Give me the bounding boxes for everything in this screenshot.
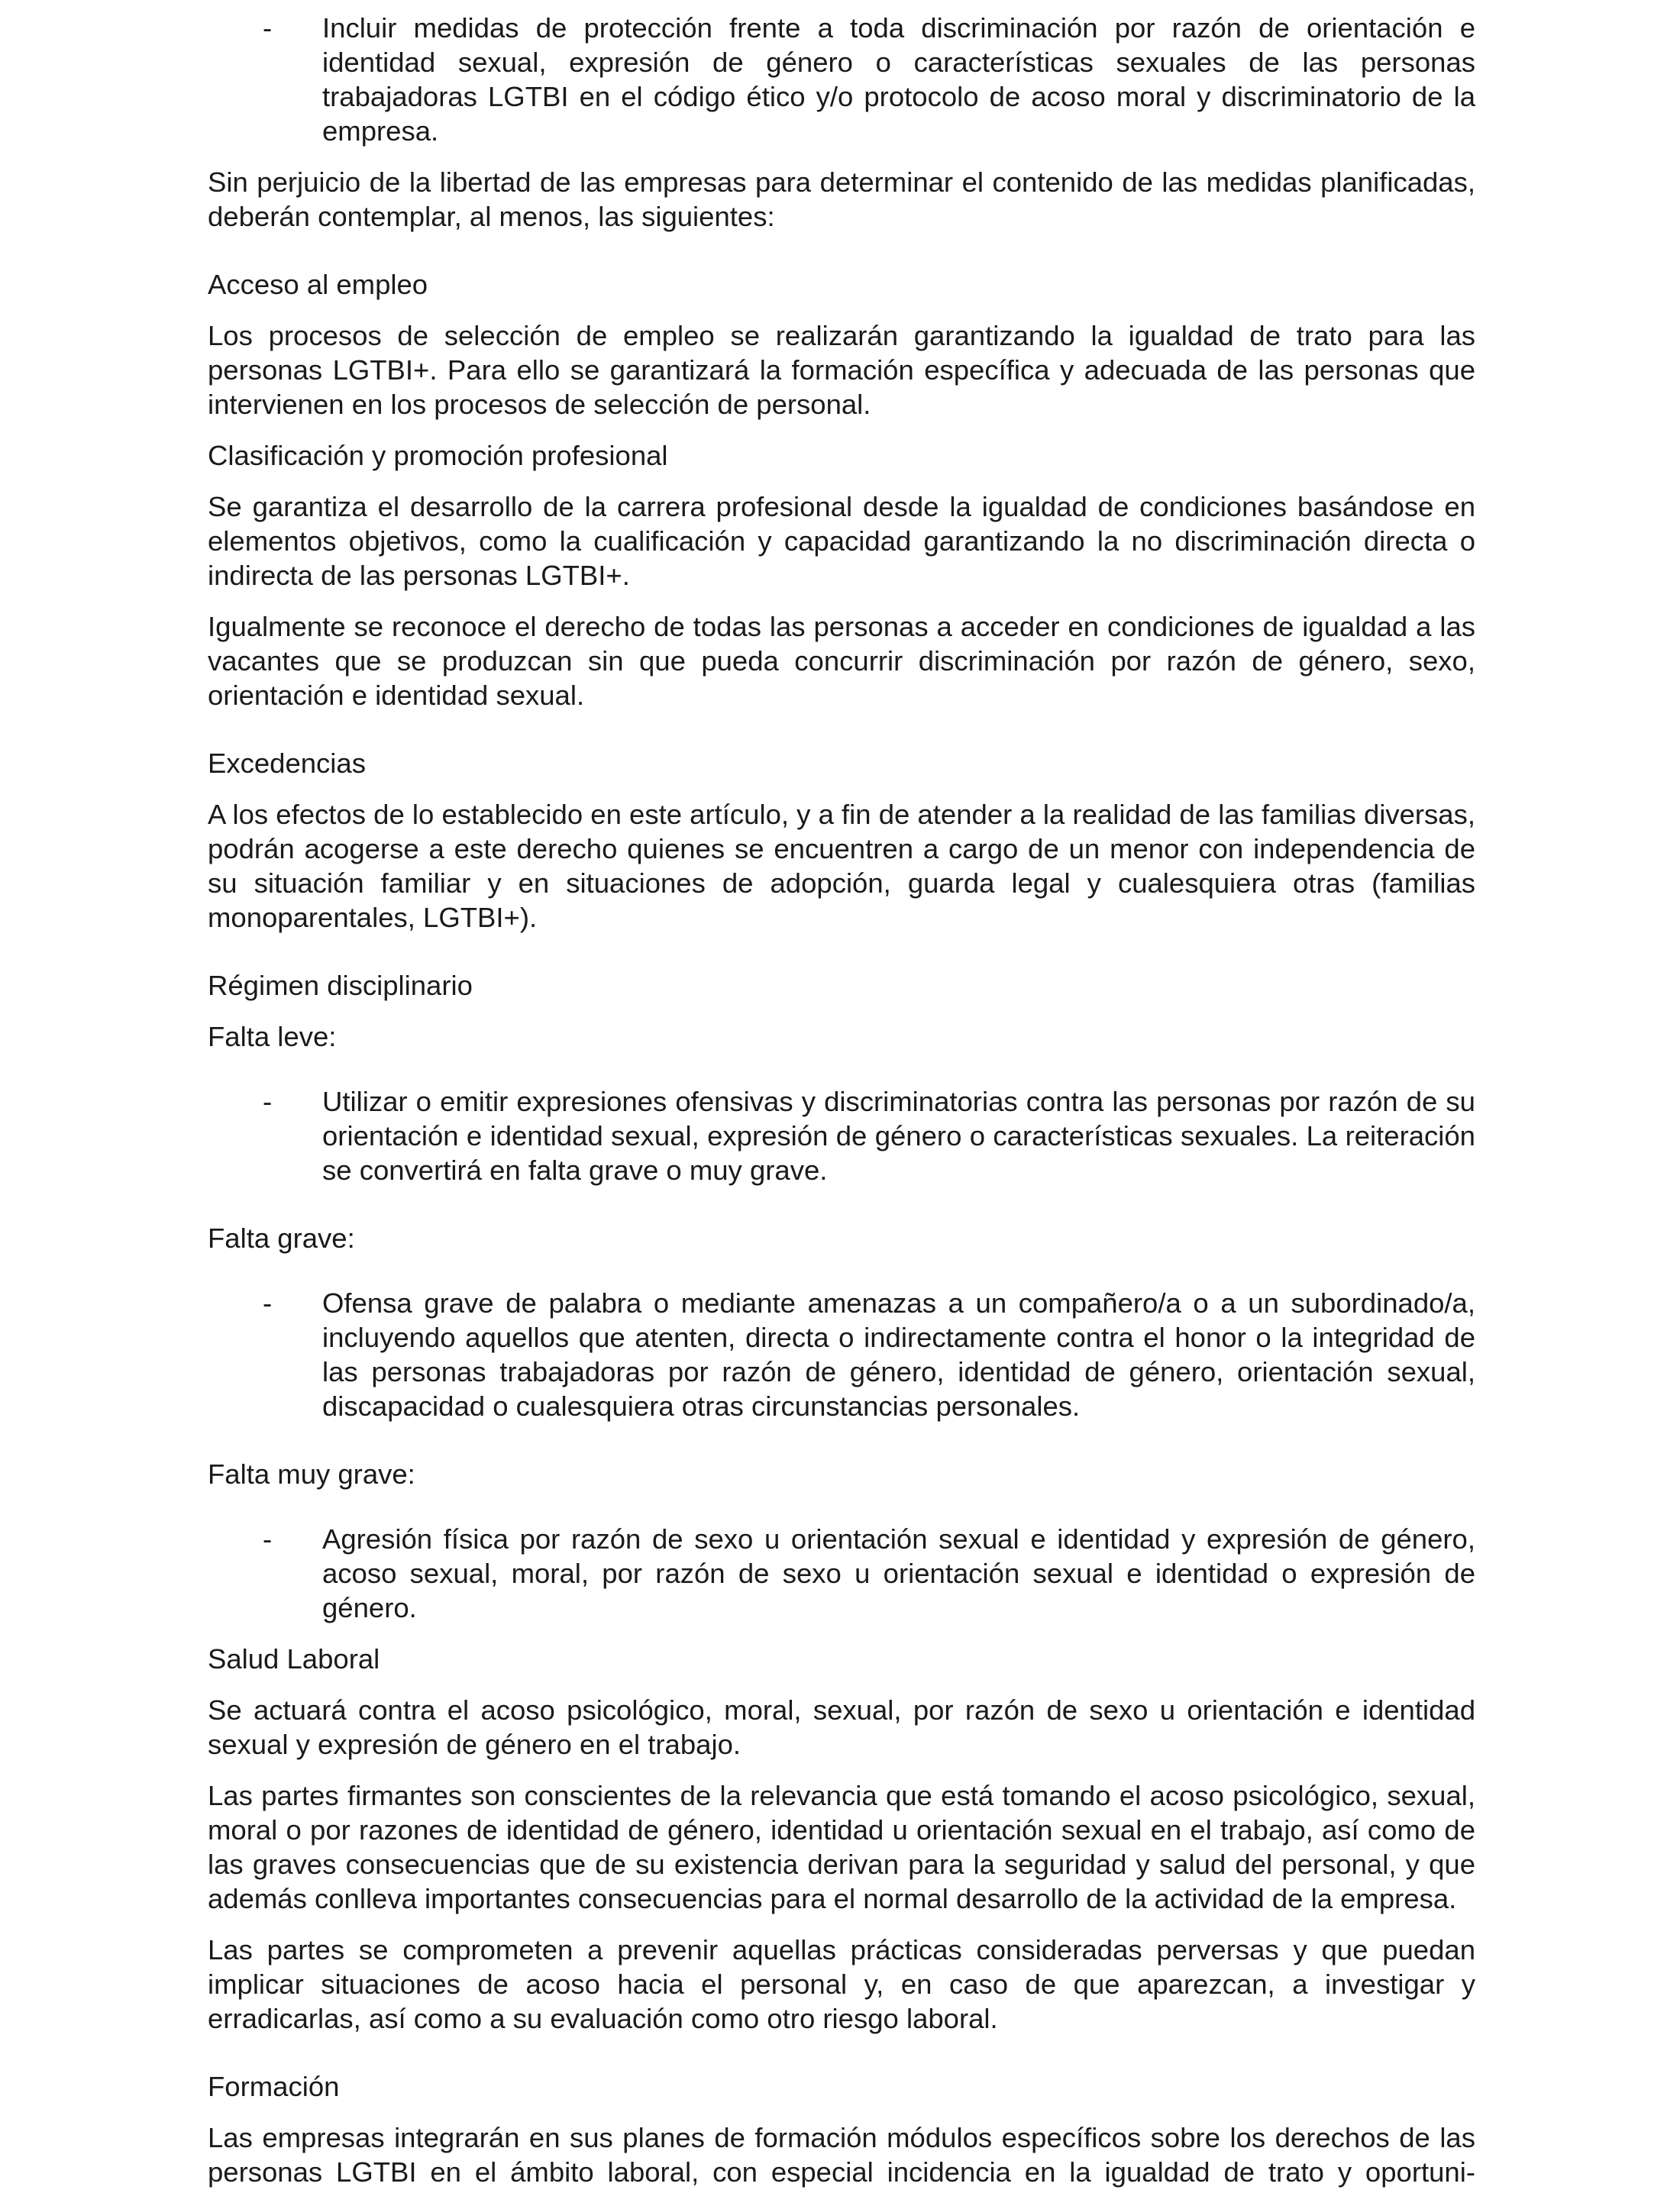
falta-grave-text: Ofensa grave de palabra o mediante amenazas a un compañero/a o a un subordinado/a, incluyendo aquellos que atenten, directa o indirectamente contra el honor o la integridad de las personas trabajadoras por razón de género, identidad de género, orientación sexual, discapacidad o cualesquiera otras circunstancias personales. bbox=[322, 1287, 1475, 1422]
bullet-dash: - bbox=[263, 12, 273, 44]
heading-acceso-empleo: Acceso al empleo bbox=[208, 269, 428, 300]
heading-salud-laboral: Salud Laboral bbox=[208, 1643, 380, 1675]
excedencias-paragraph: A los efectos de lo establecido en este artículo, y a fin de atender a la realidad de las familias diversas, podrán acogerse a este derecho quienes se encuentren a cargo de un menor con independencia de su situación familiar y en situaciones de adopción, guarda legal y cualesquiera otras (familias monoparentales, LGTBI+). bbox=[208, 799, 1475, 933]
falta-grave-bullet bbox=[208, 1286, 1475, 1423]
falta-muy-grave-label: Falta muy grave: bbox=[208, 1458, 415, 1490]
heading-regimen-disciplinario: Régimen disciplinario bbox=[208, 970, 473, 1001]
document-page bbox=[208, 11, 1475, 2206]
bullet-dash: - bbox=[263, 1287, 273, 1319]
clasificacion-paragraph-2: Igualmente se reconoce el derecho de todas las personas a acceder en condiciones de igualdad a las vacantes que se produzcan sin que pueda concurrir discriminación por razón de género, sexo, orientación e identidad sexual. bbox=[208, 611, 1475, 711]
heading-formacion: Formación bbox=[208, 2071, 340, 2102]
intro-bullet-item bbox=[208, 11, 1475, 148]
intro-bullet-text: Incluir medidas de protección frente a toda discriminación por razón de orientación e identidad sexual, expresión de género o características sexuales de las personas trabajadoras LGTBI en el código ético y/o protocolo de acoso moral y discriminatorio de la empresa. bbox=[322, 12, 1475, 147]
intro-paragraph: Sin perjuicio de la libertad de las empresas para determinar el contenido de las medidas planificadas, deberán contemplar, al menos, las siguientes: bbox=[208, 166, 1475, 232]
bullet-dash: - bbox=[263, 1523, 273, 1555]
acceso-paragraph: Los procesos de selección de empleo se realizarán garantizando la igualdad de trato para las personas LGTBI+. Para ello se garantizará la formación específica y adecuada de las personas que intervienen en los procesos de selección de personal. bbox=[208, 320, 1475, 420]
salud-paragraph-1: Se actuará contra el acoso psicológico, moral, sexual, por razón de sexo u orientación e identidad sexual y expresión de género en el trabajo. bbox=[208, 1694, 1475, 1760]
falta-muy-grave-text: Agresión física por razón de sexo u orientación sexual e identidad y expresión de género, acoso sexual, moral, por razón de sexo u orientación sexual e identidad o expresión de género. bbox=[322, 1523, 1475, 1623]
heading-clasificacion: Clasificación y promoción profesional bbox=[208, 440, 668, 471]
falta-leve-bullet bbox=[208, 1084, 1475, 1187]
falta-grave-label: Falta grave: bbox=[208, 1223, 355, 1254]
clasificacion-paragraph-1: Se garantiza el desarrollo de la carrera profesional desde la igualdad de condiciones basándose en elementos objetivos, como la cualificación y capacidad garantizando la no discriminación directa o indirecta de las personas LGTBI+. bbox=[208, 491, 1475, 591]
falta-leve-text: Utilizar o emitir expresiones ofensivas y discriminatorias contra las personas por razón de su orientación e identidad sexual, expresión de género o características sexuales. La reiteración se convertirá en falta grave o muy grave. bbox=[322, 1086, 1475, 1186]
heading-excedencias: Excedencias bbox=[208, 748, 366, 779]
falta-leve-label: Falta leve: bbox=[208, 1021, 337, 1052]
formacion-paragraph: Las empresas integrarán en sus planes de formación módulos específicos sobre los derechos de las personas LGTBI en el ámbito laboral, con especial incidencia en la igualdad de trato y oportuni- bbox=[208, 2122, 1475, 2188]
salud-paragraph-2: Las partes firmantes son conscientes de la relevancia que está tomando el acoso psicológico, sexual, moral o por razones de identidad de género, identidad u orientación sexual en el trabajo, así como de las graves consecuencias que de su existencia derivan para la seguridad y salud del personal, y que además conlleva importantes consecuencias para el normal desarrollo de la actividad de la empresa. bbox=[208, 1780, 1475, 1914]
falta-muy-grave-bullet bbox=[208, 1522, 1475, 1625]
bullet-dash: - bbox=[263, 1086, 273, 1117]
salud-paragraph-3: Las partes se comprometen a prevenir aquellas prácticas consideradas perversas y que puedan implicar situaciones de acoso hacia el personal y, en caso de que aparezcan, a investigar y erradicarlas, así como a su evaluación como otro riesgo laboral. bbox=[208, 1934, 1475, 2034]
